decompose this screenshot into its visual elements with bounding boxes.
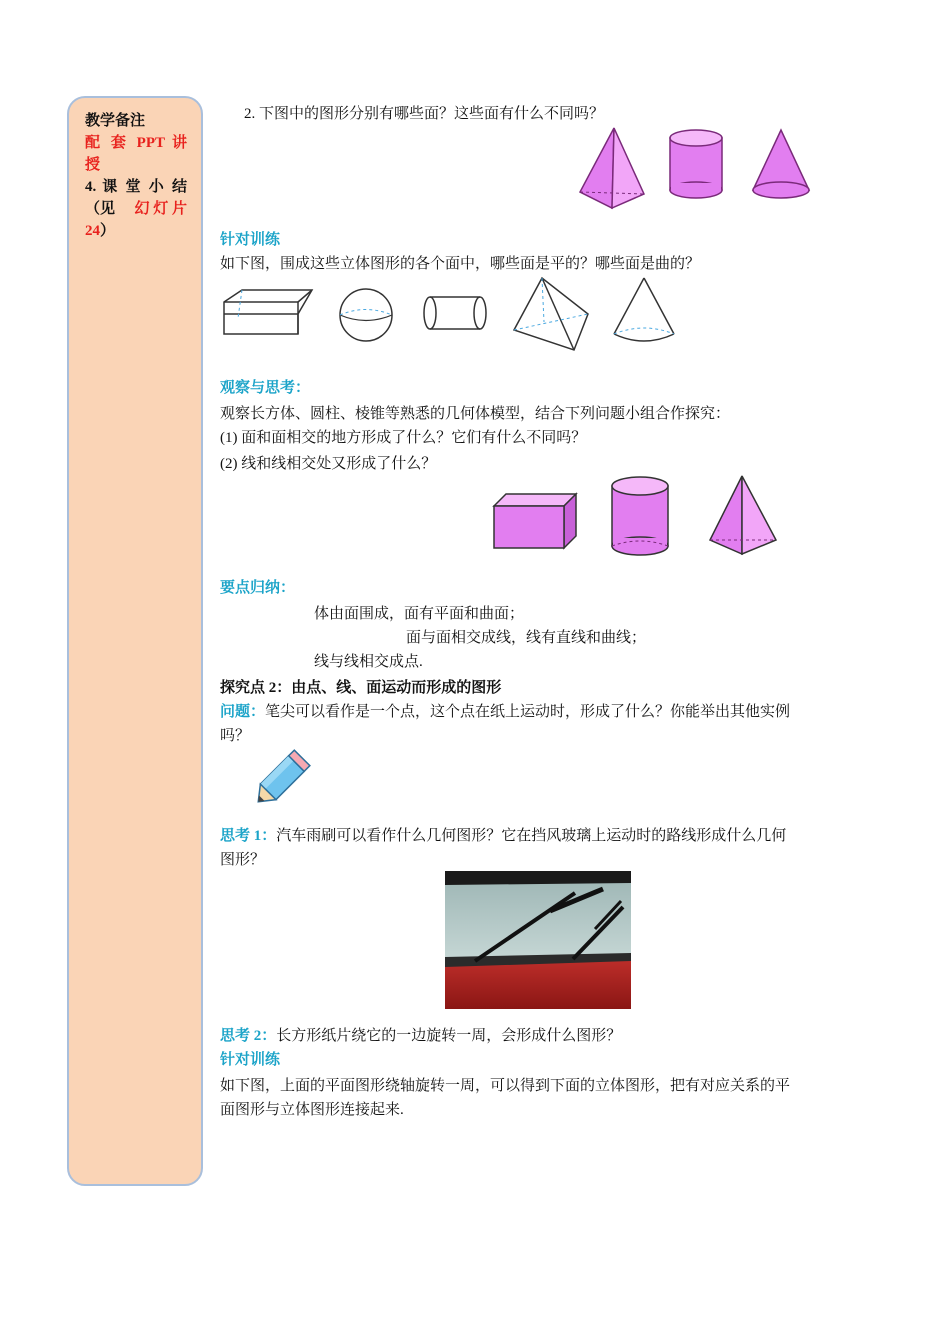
training-heading-1: 针对训练: [220, 232, 281, 248]
question-line-2: 吗？: [220, 728, 251, 744]
sidebar-slide-ref: [85, 198, 187, 220]
summary-heading: 要点归纳：: [220, 580, 296, 596]
prism-outline: [222, 288, 314, 340]
sidebar-slide-number: 24: [85, 223, 100, 239]
pyramid-shape-2: [708, 474, 780, 556]
question-2: 2. 下图中的图形分别有哪些面？这些面有什么不同吗？: [244, 106, 605, 122]
explore-point-2: 探究点 2：由点、线、面运动而形成的图形: [220, 680, 502, 696]
pyramid-shape-1: [576, 126, 648, 210]
sidebar-slide-num-line: [85, 220, 187, 242]
cone-outline: [612, 276, 676, 346]
think-2-text: 长方形纸片绕它的一边旋转一周，会形成什么图形？: [276, 1028, 622, 1044]
observe-heading: 观察与思考：: [220, 380, 311, 396]
sidebar-ppt-line-2: 授: [85, 157, 101, 173]
sphere-outline: [338, 288, 398, 342]
think-1-line-2: 图形？: [220, 852, 266, 868]
think-2-line: [220, 1024, 621, 1045]
cylinder-shape-2: [610, 474, 672, 558]
sidebar-paren-close: ）: [100, 223, 116, 239]
think-1-line-1: [220, 824, 786, 845]
question-text: 笔尖可以看作是一个点，这个点在纸上运动时，形成了什么？你能举出其他实例: [265, 704, 791, 720]
think-1-text: 汽车雨刷可以看作什么几何图形？它在挡风玻璃上运动时的路线形成什么几何: [276, 828, 787, 844]
cuboid-shape: [492, 492, 578, 550]
cylinder-outline: [422, 294, 490, 334]
observe-question-2: (2) 线和线相交处又形成了什么？: [220, 456, 437, 472]
observe-intro: 观察长方体、圆柱、棱锥等熟悉的几何体模型，结合下列问题小组合作探究：: [220, 406, 731, 422]
think-1-label: 思考 1：: [220, 828, 277, 844]
summary-line-2: 面与面相交成线，线有直线和曲线；: [406, 630, 647, 646]
think-2-label: 思考 2：: [220, 1028, 277, 1044]
sidebar-summary-line: 4. 课 堂 小 结: [85, 179, 187, 195]
cone-shape-1: [751, 128, 813, 202]
summary-line-3: 线与线相交成点.: [314, 654, 423, 670]
teaching-notes-sidebar: [67, 96, 203, 1186]
pencil-icon: [248, 744, 318, 810]
training-text-2-line-1: 如下图，上面的平面图形绕轴旋转一周，可以得到下面的立体图形，把有对应关系的平: [220, 1078, 791, 1094]
sidebar-title: 教学备注: [85, 113, 146, 129]
pyramid-outline: [512, 276, 592, 352]
training-heading-2: 针对训练: [220, 1052, 281, 1068]
windshield-wiper-photo: [445, 871, 631, 1009]
training-text-2-line-2: 面图形与立体图形连接起来.: [220, 1102, 404, 1118]
sidebar-paren-open: （见: [85, 201, 116, 217]
training-text-1: 如下图，围成这些立体图形的各个面中，哪些面是平的？哪些面是曲的？: [220, 256, 701, 272]
question-label: 问题：: [220, 704, 266, 720]
observe-question-1: (1) 面和面相交的地方形成了什么？它们有什么不同吗？: [220, 430, 587, 446]
sidebar-ppt-line: 配 套 PPT 讲: [85, 135, 187, 151]
sidebar-slide-text: 幻 灯 片: [134, 201, 187, 217]
summary-line-1: 体由面围成，面有平面和曲面；: [314, 606, 525, 622]
question-line-1: [220, 700, 790, 721]
cylinder-shape-1: [668, 128, 726, 200]
